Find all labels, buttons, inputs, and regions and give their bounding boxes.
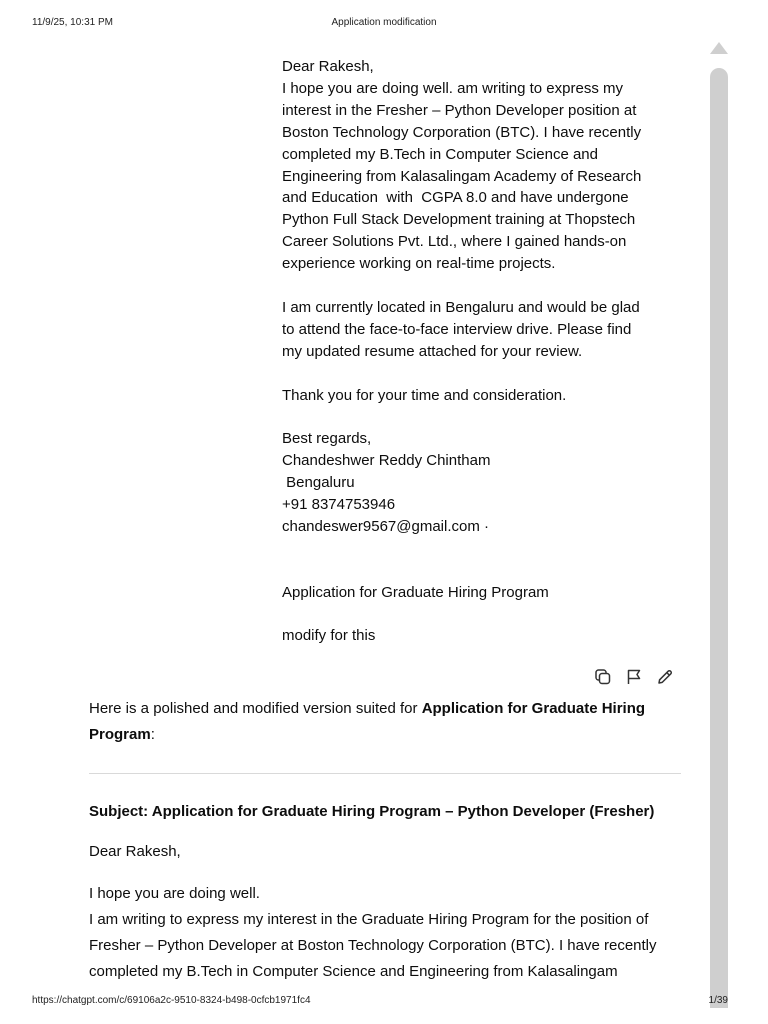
user-line: I am currently located in Bengaluru and would be glad — [282, 298, 640, 316]
user-line: Chandeshwer Reddy Chintham — [282, 452, 491, 470]
body-line: completed my B.Tech in Computer Science and Engineering from Kalasalingam — [89, 963, 618, 980]
blank-line — [282, 538, 667, 560]
assistant-intro — [89, 696, 684, 748]
scrollbar[interactable] — [708, 40, 730, 995]
body-line: I am writing to express my interest in the Graduate Hiring Program for the position of — [89, 911, 649, 928]
edit-icon — [656, 668, 674, 686]
print-header — [0, 17, 768, 31]
user-line: Python Full Stack Development training at Thopstech — [282, 211, 636, 229]
blank-line — [282, 363, 667, 385]
user-line: interest in the Fresher – Python Developer position at — [282, 101, 637, 119]
user-line: Engineering from Kalasalingam Academy of Research — [282, 167, 642, 185]
flag-button[interactable] — [623, 666, 645, 688]
blank-line — [282, 604, 667, 626]
user-line: +91 8374753946 — [282, 496, 396, 514]
user-line: chandeswer9567@gmail.com · — [282, 517, 489, 535]
blank-line — [282, 275, 667, 297]
user-line: to attend the face-to-face interview drive. Please find — [282, 320, 632, 338]
scroll-thumb[interactable] — [710, 68, 728, 1008]
user-line: Application for Graduate Hiring Program — [282, 583, 549, 601]
user-line: modify for this — [282, 627, 376, 645]
user-line: and Education with CGPA 8.0 and have undergone — [282, 189, 629, 207]
email-body — [89, 881, 684, 985]
email-greeting: Dear Rakesh, — [89, 843, 181, 860]
edit-button[interactable] — [654, 666, 676, 688]
message-actions — [592, 666, 676, 688]
print-title: Application modification — [331, 17, 437, 28]
user-line: my updated resume attached for your review. — [282, 342, 583, 360]
intro-prefix: Here is a polished and modified version suited for — [89, 700, 422, 717]
user-line: Best regards, — [282, 430, 372, 448]
assistant-message — [89, 696, 684, 985]
user-message — [282, 56, 667, 647]
body-line: Fresher – Python Developer at Boston Technology Corporation (BTC). I have recently — [89, 937, 657, 954]
intro-bold: Application for Graduate Hiring Program — [89, 700, 646, 743]
user-line: Thank you for your time and consideration. — [282, 386, 567, 404]
user-line: I hope you are doing well. am writing to express my — [282, 79, 623, 97]
user-line: Bengaluru — [282, 474, 355, 492]
email-subject: Subject: Application for Graduate Hiring Program – Python Developer (Fresher) — [89, 803, 655, 820]
print-footer — [0, 995, 768, 1009]
scroll-up-icon[interactable] — [710, 42, 728, 54]
user-line: experience working on real-time projects. — [282, 255, 556, 273]
user-line: Dear Rakesh, — [282, 58, 374, 75]
copy-icon — [594, 668, 612, 686]
body-line: I hope you are doing well. — [89, 885, 260, 902]
print-url: https://chatgpt.com/c/69106a2c-9510-8324-b498-0cfcb1971fc4 — [32, 995, 311, 1006]
print-datetime: 11/9/25, 10:31 PM — [32, 17, 113, 28]
blank-line — [282, 406, 667, 428]
flag-icon — [625, 668, 643, 686]
user-line: Boston Technology Corporation (BTC). I have recently — [282, 123, 642, 141]
copy-button[interactable] — [592, 666, 614, 688]
user-line: Career Solutions Pvt. Ltd., where I gained hands-on — [282, 233, 627, 251]
user-line: completed my B.Tech in Computer Science and — [282, 145, 598, 163]
blank-line — [282, 560, 667, 582]
divider — [89, 773, 681, 774]
intro-suffix: : — [150, 726, 155, 743]
print-page-number: 1/39 — [708, 995, 728, 1006]
